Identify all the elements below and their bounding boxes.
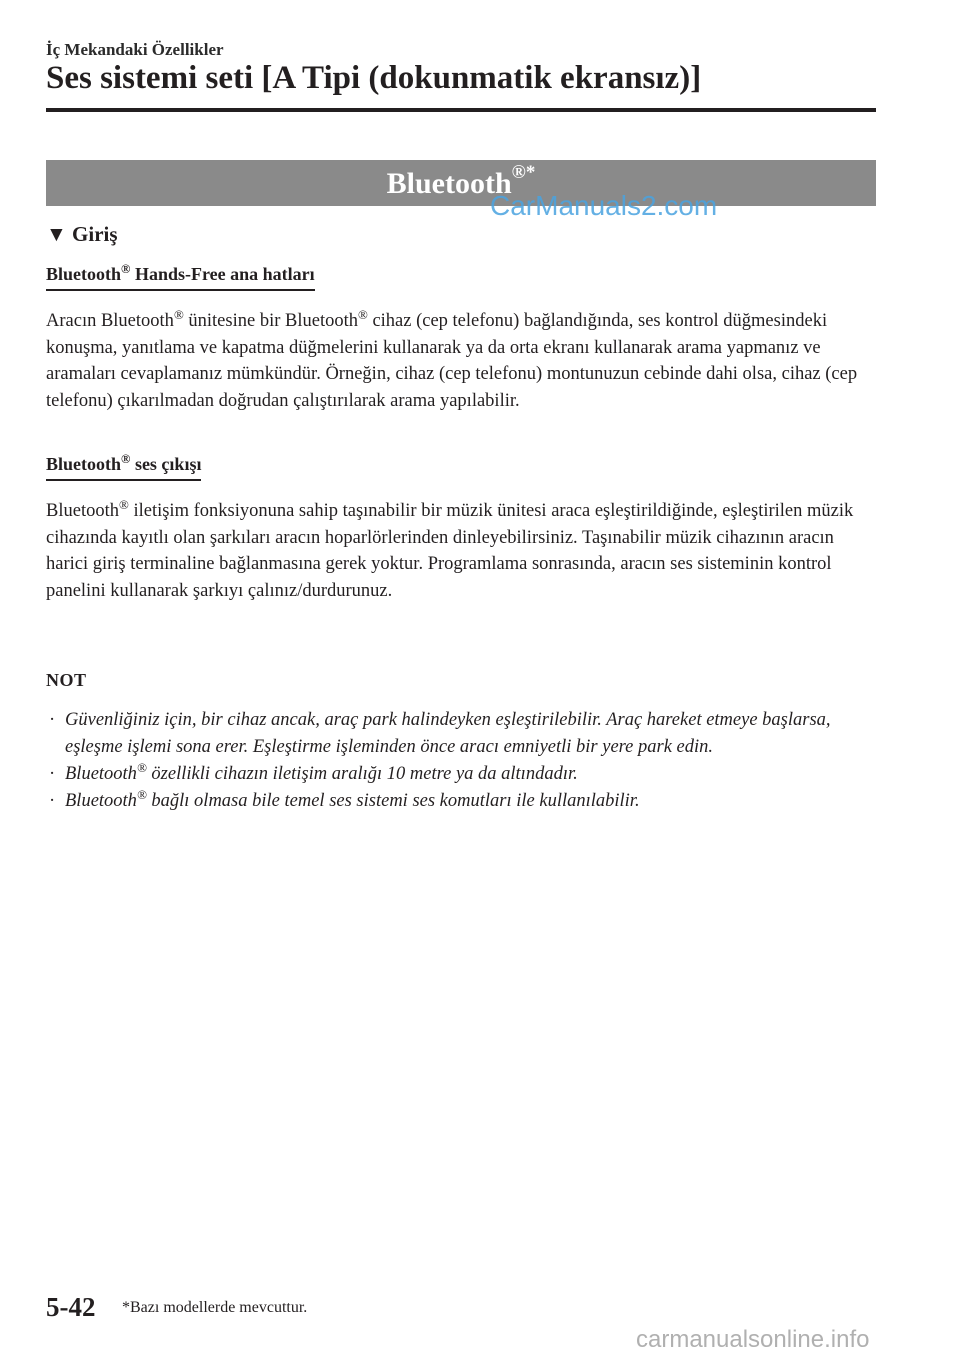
note-item [46, 761, 876, 788]
registered-mark: ® [136, 759, 147, 775]
page-title: Ses sistemi seti [A Tipi (dokunmatik ekransız)] [46, 60, 702, 96]
note-text: özellikli cihazın iletişim aralığı 10 metre ya da altındadır. [146, 764, 578, 784]
registered-mark: ® [136, 786, 147, 802]
title-rule [46, 108, 876, 112]
note-list [46, 707, 876, 815]
note-item [46, 707, 876, 761]
paragraph-handsfree [46, 308, 872, 414]
paragraph-text: ünitesine bir Bluetooth [183, 311, 358, 331]
section-heading-text: Giriş [72, 222, 118, 246]
note-text: Güvenliğiniz için, bir cihaz ancak, araç park halindeyken eşleştirilebilir. Araç hareket etmeye başlarsa, eşleşme işlemi sona erer. Eşleştirme işleminden önce aracı emniyetli bir yere park edin. [65, 710, 831, 757]
subsection-heading-audio [46, 454, 201, 481]
note-label: NOT [46, 670, 87, 690]
section-heading [46, 222, 118, 247]
page-number: 5-42 [46, 1292, 96, 1322]
triangle-down-icon: ▼ [46, 222, 67, 246]
section-banner [46, 160, 876, 206]
bullet-icon: · [49, 764, 56, 784]
banner-registered-mark: ®* [511, 162, 536, 183]
subheading-text: ses çıkışı [130, 454, 202, 474]
registered-mark: ® [121, 452, 131, 467]
subheading-text: Bluetooth [46, 454, 122, 474]
note-text: Bluetooth [65, 791, 137, 811]
note-item [46, 788, 876, 815]
paragraph-audio [46, 498, 872, 604]
banner-title-text: Bluetooth [386, 167, 512, 200]
registered-mark: ® [357, 306, 368, 322]
subheading-text: Hands-Free ana hatları [130, 264, 315, 284]
paragraph-text: Aracın Bluetooth [46, 311, 174, 331]
bullet-icon: · [49, 710, 56, 730]
subheading-text: Bluetooth [46, 264, 122, 284]
paragraph-text: Bluetooth [46, 501, 119, 521]
banner-title [46, 160, 876, 208]
subsection-heading-handsfree [46, 264, 315, 291]
registered-mark: ® [121, 262, 131, 277]
watermark-footer: carmanualsonline.info [636, 1326, 870, 1353]
note-text: bağlı olmasa bile temel ses sistemi ses komutları ile kullanılabilir. [146, 791, 640, 811]
chapter-label: İç Mekandaki Özellikler [46, 40, 224, 59]
registered-mark: ® [173, 306, 184, 322]
paragraph-text: cihaz (cep telefonu) bağlandığında, ses kontrol düğmesindeki konuşma, yanıtlama ve kapatma düğmelerini kullanarak ya da orta ekranı kullanarak arama yapmanız ve aramaları cevaplamanız mümkündür. Örneğin, cihaz (cep telefonu) montunuzun cebinde dahi olsa, cihaz (cep telefonu) çıkarılmadan doğrudan çalıştırılarak arama yapılabilir. [46, 311, 858, 411]
footnote: *Bazı modellerde mevcuttur. [122, 1299, 308, 1316]
note-text: Bluetooth [65, 764, 137, 784]
registered-mark: ® [118, 496, 129, 512]
paragraph-text: iletişim fonksiyonuna sahip taşınabilir bir müzik ünitesi araca eşleştirildiğinde, eşleştirilen müzik cihazında kayıtlı olan şarkıları aracın hoparlörlerinden dinleyebilirsiniz. Taşınabilir müzik cihazının aracın harici giriş terminaline bağlanmasına gerek yoktur. Programlama sonrasında, aracın ses sisteminin kontrol panelini kullanarak şarkıyı çalınız/durdurunuz. [46, 501, 854, 601]
watermark-logo: CarManuals2.com [490, 190, 718, 221]
bullet-icon: · [49, 791, 56, 811]
